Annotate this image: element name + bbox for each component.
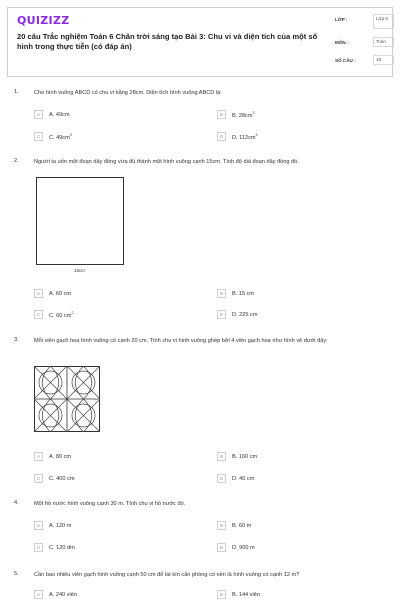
option-d[interactable] bbox=[217, 131, 258, 142]
subject-value: Toán bbox=[373, 37, 394, 47]
question-number: 2. bbox=[14, 158, 19, 164]
option-letter: C bbox=[34, 132, 43, 141]
document-header bbox=[7, 7, 393, 77]
option-letter: D bbox=[217, 474, 226, 483]
option-text: B. 160 cm bbox=[232, 453, 258, 460]
option-text: C. 60 $cm^2$ bbox=[49, 310, 74, 319]
option-text: B. 144 viên bbox=[232, 591, 260, 598]
option-letter: C bbox=[34, 474, 43, 483]
option-text: D. 900 m bbox=[232, 544, 255, 551]
subject-label: MÔN : bbox=[335, 40, 349, 45]
option-d[interactable] bbox=[217, 473, 254, 484]
option-d[interactable] bbox=[217, 542, 255, 553]
option-a[interactable] bbox=[34, 589, 77, 600]
option-text: B. $28cm^2$ bbox=[232, 110, 255, 119]
option-letter: D bbox=[217, 310, 226, 319]
option-text: A. 49cm bbox=[49, 111, 70, 118]
option-letter: D bbox=[217, 132, 226, 141]
option-text: C. 120 dm bbox=[49, 544, 75, 551]
option-b[interactable] bbox=[217, 520, 251, 531]
option-a[interactable] bbox=[34, 288, 71, 299]
question-number: 4. bbox=[14, 500, 19, 506]
option-text: C. 400 cm bbox=[49, 475, 75, 482]
option-letter: A bbox=[34, 521, 43, 530]
option-letter: B bbox=[217, 590, 226, 599]
option-letter: D bbox=[217, 543, 226, 552]
class-value: Lớp 6 bbox=[373, 14, 394, 29]
option-text: B. 60 m bbox=[232, 522, 252, 529]
option-letter: B bbox=[217, 452, 226, 461]
option-d[interactable] bbox=[217, 309, 258, 320]
option-text: A. 60 cm bbox=[49, 290, 72, 297]
question-text: Mỗi viên gạch hoa hình vuông có cạnh 20 cm. Tính chu vi hình vuông ghép bởi 4 viên gạch hoa như hình vẽ dưới đây: bbox=[34, 338, 328, 344]
option-letter: B bbox=[217, 110, 226, 119]
option-b[interactable] bbox=[217, 451, 257, 462]
option-letter: C bbox=[34, 310, 43, 319]
option-c[interactable] bbox=[34, 131, 72, 142]
quizizz-logo: QUIZIZZ bbox=[17, 14, 70, 27]
option-letter: B bbox=[217, 521, 226, 530]
option-text: A. 240 viên bbox=[49, 591, 77, 598]
option-letter: A bbox=[34, 110, 43, 119]
option-c[interactable] bbox=[34, 473, 75, 484]
option-letter: A bbox=[34, 289, 43, 298]
document-title: 20 câu Trắc nghiệm Toán 6 Chân trời sáng tạo Bài 3: Chu vi và diện tích của một số hình trong thực tiễn (có đáp án) bbox=[17, 32, 318, 51]
question-count-value: 19 bbox=[373, 55, 394, 65]
question-text: Cần bao nhiêu viên gạch hình vuông cạnh 50 cm để lát kín căn phòng có nền là hình vuông có cạnh 12 m? bbox=[34, 572, 300, 578]
flower-tile-figure bbox=[34, 366, 100, 432]
question-count-label: SỐ CÂU : bbox=[335, 58, 356, 63]
class-label: LỚP : bbox=[335, 17, 348, 22]
option-letter: A bbox=[34, 590, 43, 599]
question-number: 3. bbox=[14, 337, 19, 343]
option-text: B. 15 cm bbox=[232, 290, 255, 297]
option-letter: B bbox=[217, 289, 226, 298]
option-letter: C bbox=[34, 543, 43, 552]
option-b[interactable] bbox=[217, 288, 254, 299]
option-a[interactable] bbox=[34, 451, 71, 462]
option-text: A. 80 cm bbox=[49, 453, 72, 460]
option-text: D. 40 cm bbox=[232, 475, 255, 482]
option-text: D. $112cm^2$ bbox=[232, 132, 258, 141]
square-figure bbox=[36, 177, 124, 265]
option-b[interactable] bbox=[217, 589, 260, 600]
option-letter: A bbox=[34, 452, 43, 461]
option-text: C. $49cm^2$ bbox=[49, 132, 73, 141]
option-text: D. 225 cm bbox=[232, 311, 258, 318]
question-text: Người ta uốn một đoạn dây đồng vừa đủ thành một hình vuông cạnh 15cm. Tính độ dài đoạn dây đồng đó. bbox=[34, 159, 299, 165]
question-text: Một hồ nước hình vuông cạnh 30 m. Tính chu vi hồ nước đó. bbox=[34, 501, 186, 507]
option-text: A. 120 m bbox=[49, 522, 72, 529]
option-a[interactable] bbox=[34, 109, 70, 120]
option-a[interactable] bbox=[34, 520, 71, 531]
square-side-label: 15cm bbox=[74, 268, 85, 273]
option-b[interactable] bbox=[217, 109, 255, 120]
question-number: 5. bbox=[14, 571, 19, 577]
option-c[interactable] bbox=[34, 542, 75, 553]
question-number: 1. bbox=[14, 89, 19, 95]
question-text: Cho hình vuông ABCD có chu vi bằng 28cm. Diện tích hình vuông ABCD là: bbox=[34, 90, 222, 96]
option-c[interactable] bbox=[34, 309, 74, 320]
